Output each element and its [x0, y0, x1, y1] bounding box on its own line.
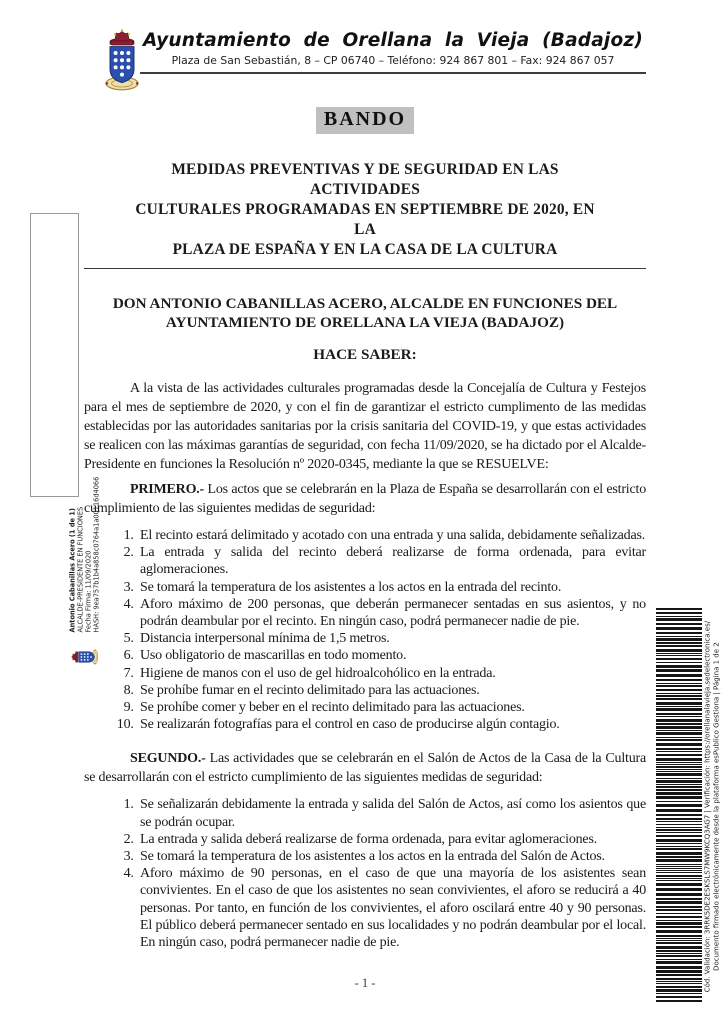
page-number: - 1 - — [354, 976, 376, 990]
bando-banner: BANDO — [316, 107, 414, 134]
measure-item: 3. Se tomará la temperatura de los asistentes a los actos en la entrada del Salón de Actos. — [137, 848, 646, 865]
measure-item: 4. Aforo máximo de 200 personas, que deberán permanecer sentadas en sus asientos, y no podrán deambular por el recinto. En ningún caso, podrá permanecer nadie de pie. — [137, 596, 646, 630]
announcer-line: AYUNTAMIENTO DE ORELLANA LA VIEJA (BADAJOZ) — [165, 314, 565, 331]
measure-item: 3. Se tomará la temperatura de los asistentes a los actos en la entrada del recinto. — [137, 579, 646, 596]
document-heading — [130, 160, 600, 260]
signature-hash: HASH: 9ea757b1b4a858c0764a1a00116d4066 — [92, 476, 101, 633]
heading-line: PLAZA DE ESPAÑA Y EN LA CASA DE LA CULTURA — [172, 241, 558, 258]
validation-code: Cód. Validación: 3RRK5DE2ESKSLS7MW9KCQ3AG7 | Verificación: https://orellanalavieja.sedelectronica.es/ — [703, 620, 712, 993]
measure-item: 5. Distancia interpersonal mínima de 1,5 metros. — [137, 630, 646, 647]
proclamation-heading: HACE SABER: — [313, 346, 417, 363]
signature-margin-box — [30, 213, 101, 633]
signed-note: Documento firmado electrónicamente desde la plataforma esPublico Gestiona | Página 1 de 2 — [712, 642, 720, 971]
primero-measures-list — [84, 527, 646, 733]
municipality-title: Ayuntamiento de Orellana la Vieja (Badajoz) — [143, 30, 643, 51]
primero-text: Los actos que se celebrarán en la Plaza de España se desarrollarán con el estricto cumplimiento de las siguientes medidas de seguridad: — [84, 482, 646, 516]
measure-item: 1. El recinto estará delimitado y acotado con una entrada y una salida, debidamente señalizadas. — [137, 527, 646, 544]
document-content — [84, 0, 646, 951]
measure-item: 1. Se señalizarán debidamente la entrada y salida del Salón de Actos, así como los asientos que se podrán ocupar. — [137, 796, 646, 830]
measure-item: 6. Uso obligatorio de mascarillas en todo momento. — [137, 647, 646, 664]
primero-paragraph — [84, 480, 646, 518]
coat-of-arms-icon — [98, 26, 146, 96]
signer-role: ALCALDE-PRESIDENTE EN FUNCIONES — [76, 506, 85, 633]
legal-margin-text — [703, 597, 720, 1017]
segundo-paragraph — [84, 749, 646, 787]
signer-name: Antonio Cabanillas Acero (1 de 1) — [68, 508, 77, 633]
segundo-text: Las actividades que se celebrarán en el Salón de Actos de la Casa de la Cultura se desarrollarán con el estricto cumplimiento de las siguientes medidas de seguridad: — [84, 751, 646, 786]
signature-date: Fecha Firma: 11/09/2020 — [84, 550, 93, 633]
measure-item: 7. Higiene de manos con el uso de gel hidroalcohólico en la entrada. — [137, 665, 646, 682]
heading-rule — [84, 268, 646, 269]
measure-item: 2. La entrada y salida del recinto deberá realizarse de forma ordenada, para evitar aglomeraciones. — [137, 544, 646, 578]
municipality-address: Plaza de San Sebastián, 8 – CP 06740 – Teléfono: 924 867 801 – Fax: 924 867 057 — [140, 54, 646, 74]
measure-item: 8. Se prohíbe fumar en el recinto delimitado para las actuaciones. — [137, 682, 646, 699]
announcer-heading — [95, 294, 635, 332]
letterhead-text — [140, 30, 646, 74]
heading-line: CULTURALES PROGRAMADAS EN SEPTIEMBRE DE 2020, EN LA — [135, 201, 595, 238]
measure-item: 2. La entrada y salida deberá realizarse de forma ordenada, para evitar aglomeraciones. — [137, 831, 646, 848]
primero-label: PRIMERO.- — [130, 482, 205, 497]
announcer-line: DON ANTONIO CABANILLAS ACERO, ALCALDE EN FUNCIONES DEL — [112, 295, 618, 312]
measure-item: 10. Se realizarán fotografías para el control en caso de producirse algún contagio. — [137, 716, 646, 733]
segundo-label: SEGUNDO.- — [130, 751, 206, 767]
segundo-measures-list — [84, 796, 646, 951]
barcode — [656, 608, 702, 1002]
intro-paragraph: A la vista de las actividades culturales programadas desde la Concejalía de Cultura y Festejos para el mes de septiembre de 2020, y con el fin de garantizar el estricto cumplimento de las medidas establecidas por las autoridades sanitarias por la crisis sanitaria del COVID-19, y que estas actividades se realicen con las máximas garantías de seguridad, con fecha 11/09/2020, se ha dictado por el Alcalde-Presidente en funciones la Resolución nº 2020-0345, mediante la que se RESUELVE: — [84, 381, 646, 472]
heading-line: MEDIDAS PREVENTIVAS Y DE SEGURIDAD EN LAS ACTIVIDADES — [171, 161, 559, 198]
letterhead — [84, 0, 646, 79]
measure-item: 4. Aforo máximo de 90 personas, en el caso de que una mayoría de los asistentes sean convivientes. En el caso de que los asistentes no sean convivientes, el aforo se reducirá a 40 personas. Por tanto, en función de los convivientes, el aforo oscilará entre 40 y 90 personas. El público deberá permanecer sentado en sus localidades y no podrán deambular por el local. En ningún caso, podrá permanecer nadie de pie. — [137, 865, 646, 951]
measure-item: 9. Se prohíbe comer y beber en el recinto delimitado para las actuaciones. — [137, 699, 646, 716]
